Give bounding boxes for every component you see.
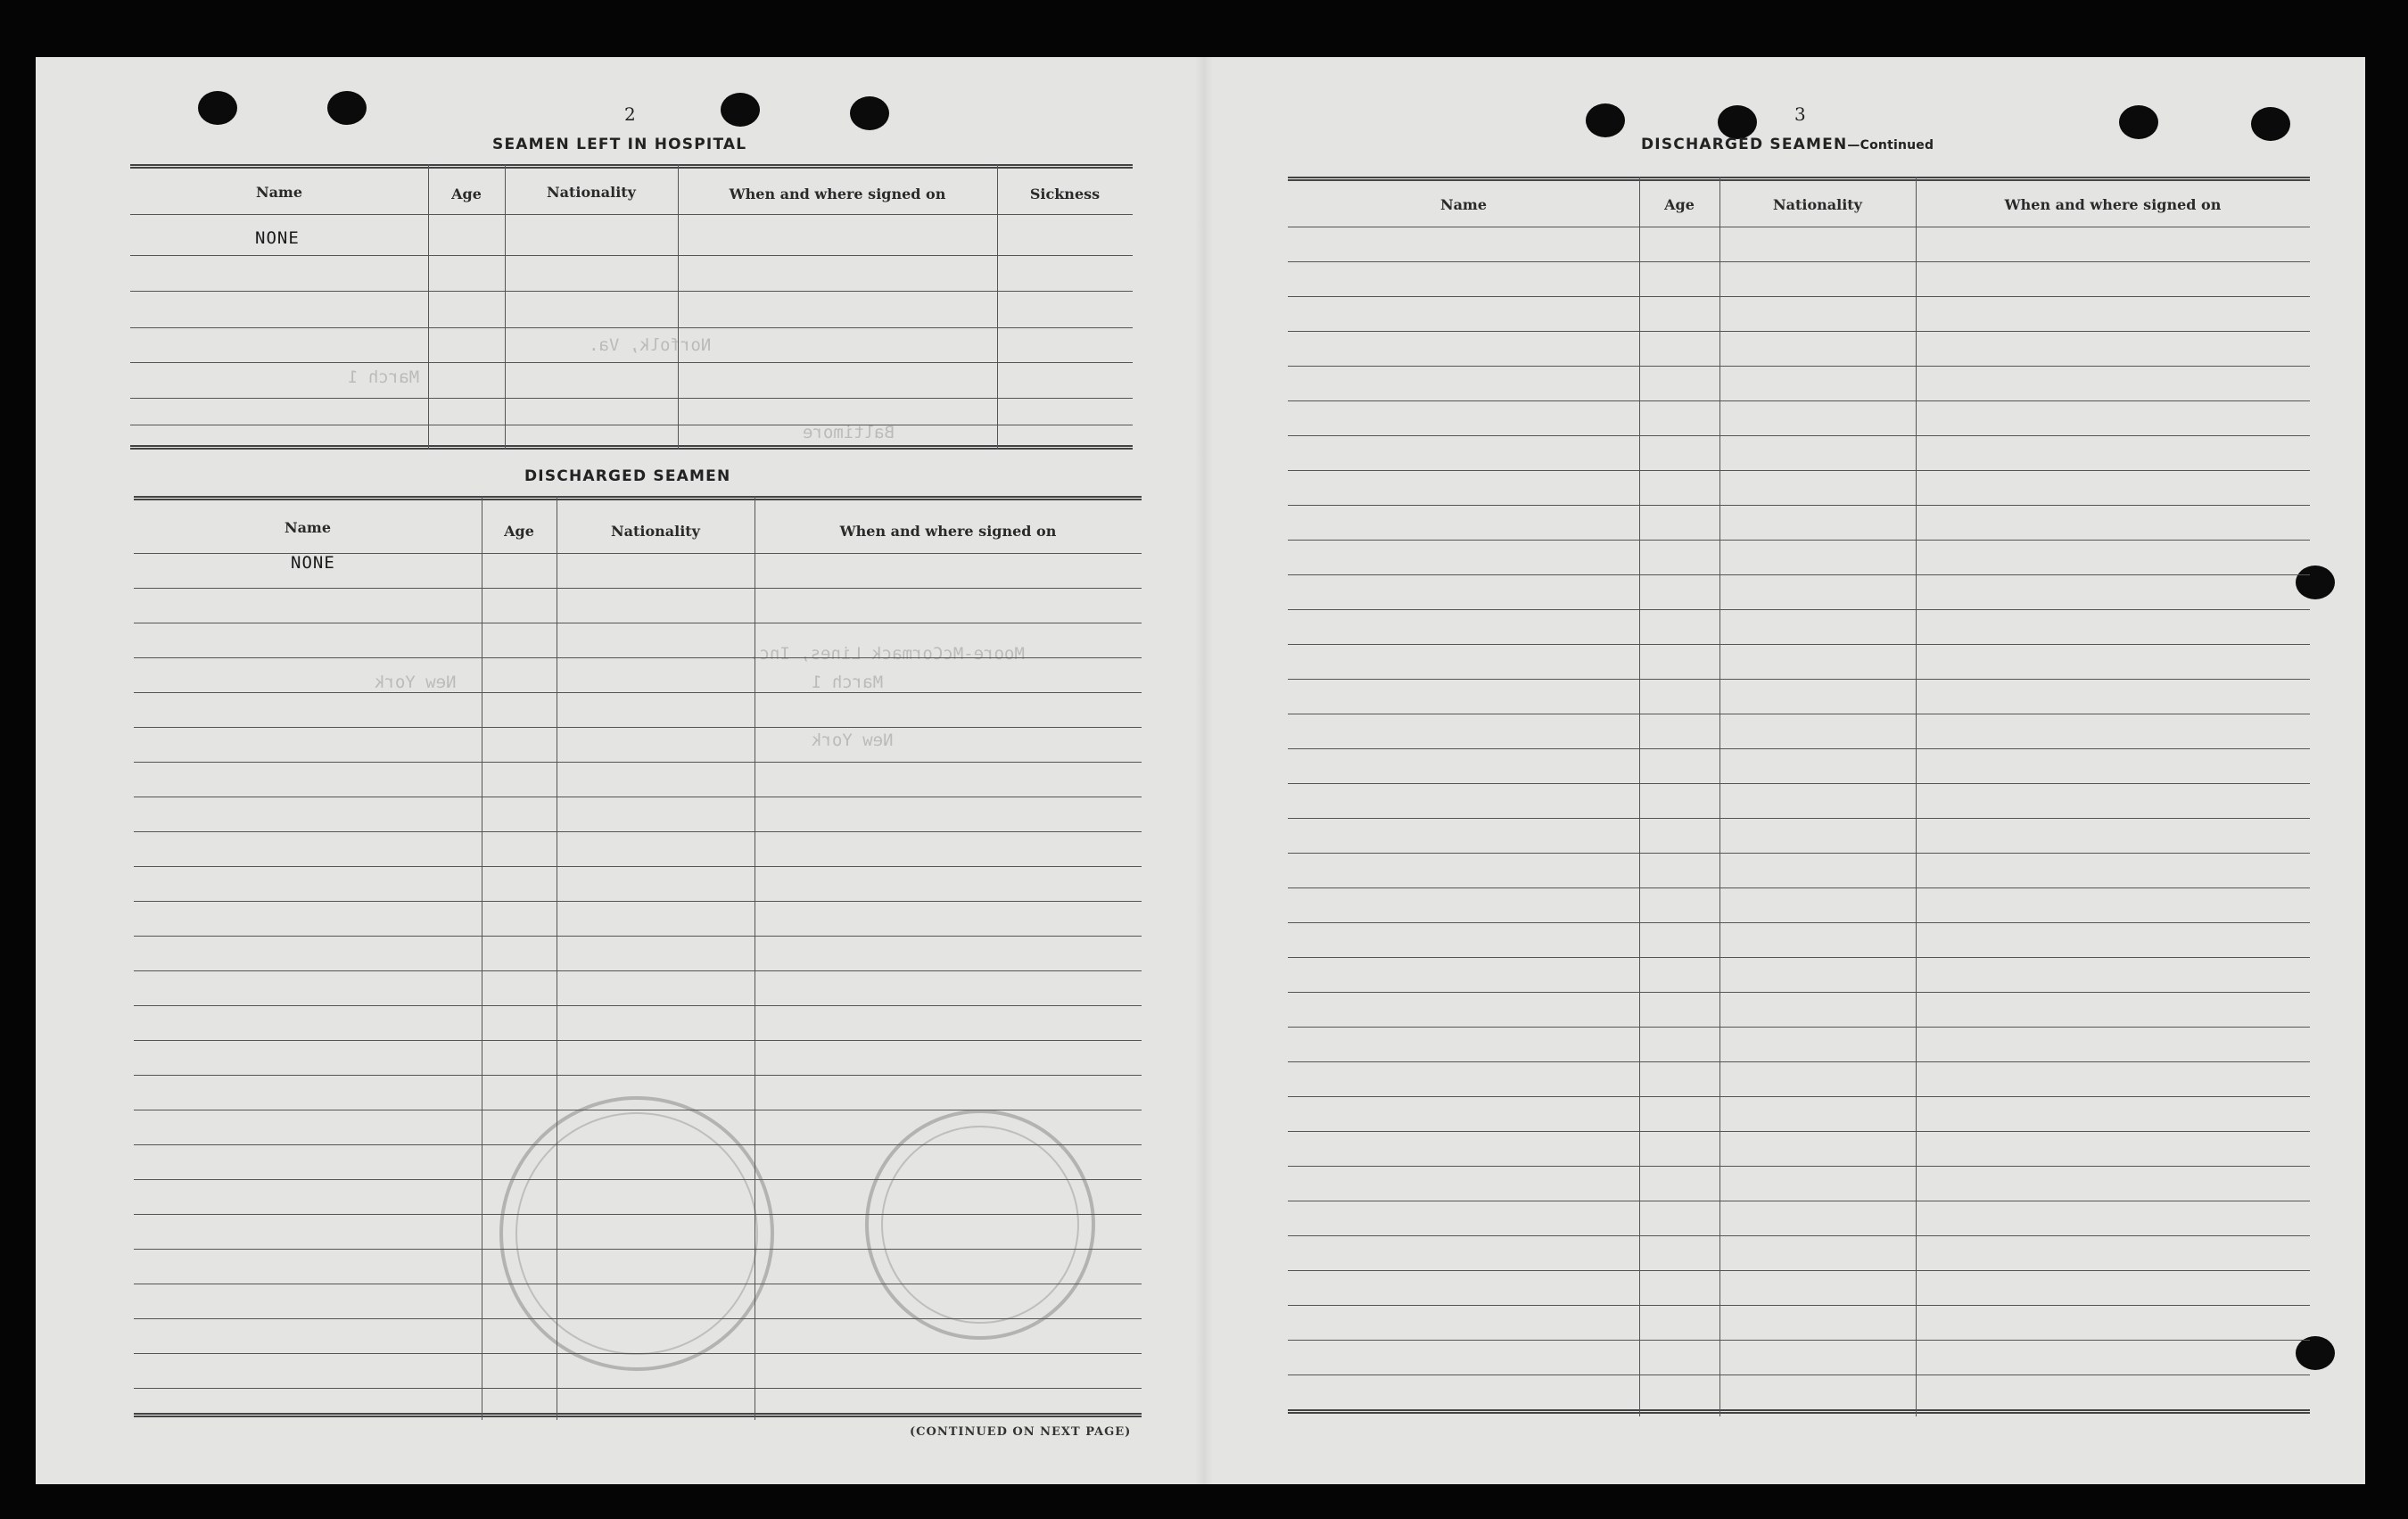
hospital-table: [130, 164, 1133, 450]
column-header-name: Name: [1439, 196, 1488, 213]
bleed-through-text: March 1: [812, 673, 884, 692]
column-header-age: Age: [504, 523, 534, 540]
bleed-through-text: Norfolk, Va.: [589, 335, 712, 355]
punch-hole: [1718, 105, 1757, 139]
punch-hole: [198, 91, 237, 125]
center-fold: [1195, 57, 1213, 1484]
bleed-through-text: New York: [812, 731, 894, 750]
discharged-section-title: DISCHARGED SEAMEN: [524, 467, 731, 485]
page-number-right: 3: [1794, 103, 1806, 125]
punch-hole: [327, 91, 367, 125]
discharged-continued-table: [1288, 177, 2310, 1416]
page-number-left: 2: [624, 103, 636, 125]
continued-note: (CONTINUED ON NEXT PAGE): [910, 1425, 1132, 1439]
column-header-nationality: Nationality: [547, 184, 636, 201]
punch-hole: [2119, 105, 2158, 139]
title-main: DISCHARGED SEAMEN: [1641, 136, 1848, 153]
bleed-through-text: Moore-McCormack Lines, Inc.: [749, 644, 1025, 664]
hospital-entry-name: NONE: [255, 228, 300, 248]
column-header-sickness: Sickness: [1029, 186, 1101, 202]
column-header-age: Age: [451, 186, 482, 202]
column-header-nationality: Nationality: [611, 523, 700, 540]
column-header-name: Name: [284, 519, 332, 536]
discharged-entry-name: NONE: [291, 553, 335, 573]
document-sheet: [36, 57, 2365, 1484]
column-header-age: Age: [1664, 196, 1695, 213]
column-header-name: Name: [255, 184, 303, 201]
column-header-nationality: Nationality: [1773, 196, 1862, 213]
discharged-table: [134, 496, 1142, 1420]
punch-hole: [721, 93, 760, 127]
column-header-signed-on: When and where signed on: [729, 186, 946, 202]
discharged-continued-title: [1641, 136, 1934, 153]
column-header-signed-on: When and where signed on: [2004, 196, 2222, 213]
hospital-section-title: SEAMEN LEFT IN HOSPITAL: [492, 136, 747, 153]
punch-hole: [850, 96, 889, 130]
bleed-through-text: March 1: [348, 367, 420, 387]
column-header-signed-on: When and where signed on: [839, 523, 1057, 540]
bleed-through-text: Baltimore: [803, 423, 895, 442]
punch-hole: [1586, 103, 1625, 137]
title-suffix: —Continued: [1847, 138, 1934, 153]
bleed-through-text: New York: [375, 673, 457, 692]
punch-hole: [2251, 107, 2290, 141]
